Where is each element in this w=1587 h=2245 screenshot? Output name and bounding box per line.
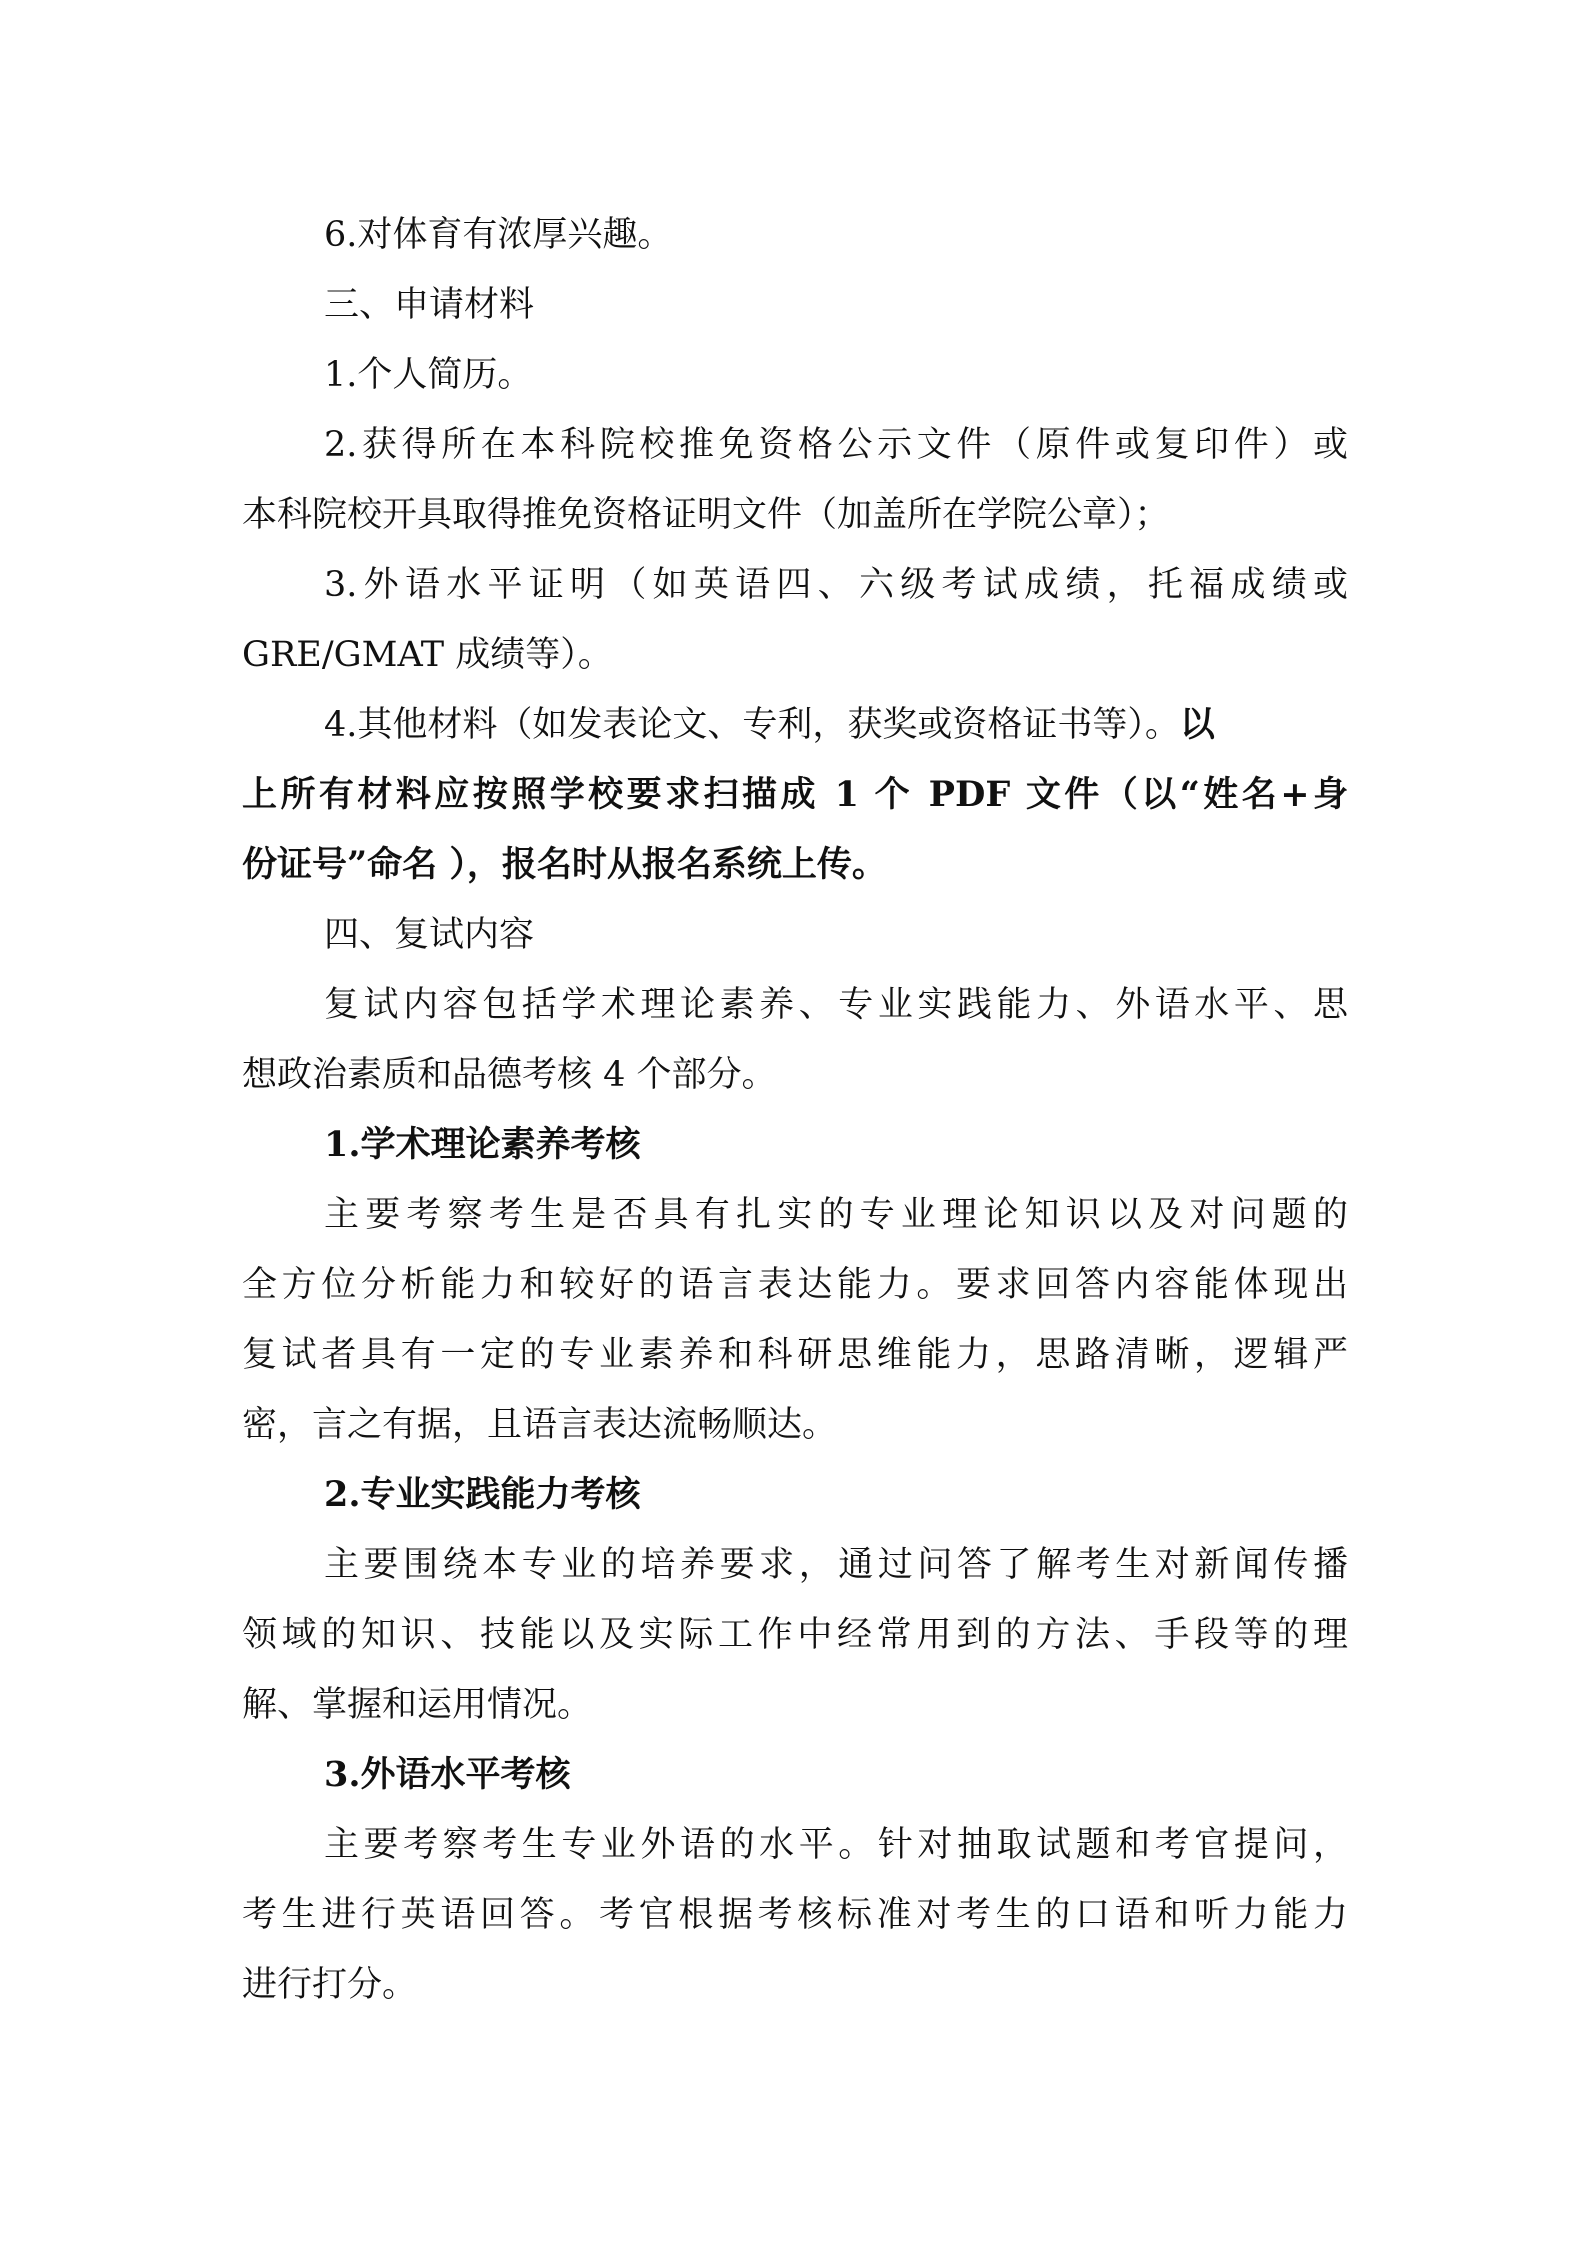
material-item-2-line-2: 本科院校开具取得推免资格证明文件（加盖所在学院公章）； [242,495,1170,535]
material-item-4-text: 4.其他材料（如发表论文、专利，获奖或资格证书等）。 [324,705,1180,745]
academic-theory-line-3: 复试者具有一定的专业素养和科研思维能力，思路清晰，逻辑严 [242,1335,1348,1375]
upload-notice-line-2: 上所有材料应按照学校要求扫描成 1 个 PDF 文件（以“姓名+身 [242,774,1348,815]
material-item-3-line-2: GRE/GMAT 成绩等）。 [242,635,613,675]
upload-notice-start: 以 [1179,704,1215,745]
material-item-1: 1.个人简历。 [324,355,533,395]
material-item-2-line-1: 2.获得所在本科院校推免资格公示文件（原件或复印件）或 [324,425,1348,465]
retest-summary-line-2: 想政治素质和品德考核 4 个部分。 [242,1055,777,1095]
professional-practice-line-3: 解、掌握和运用情况。 [242,1685,593,1725]
section-heading-application-materials: 三、申请材料 [324,285,535,325]
requirement-item-6: 6.对体育有浓厚兴趣。 [324,215,673,255]
upload-notice-line-3: 份证号”命名 ），报名时从报名系统上传。 [242,844,887,885]
academic-theory-line-2: 全方位分析能力和较好的语言表达能力。要求回答内容能体现出 [242,1265,1348,1305]
subheading-professional-practice: 2.专业实践能力考核 [324,1474,641,1515]
professional-practice-line-2: 领域的知识、技能以及实际工作中经常用到的方法、手段等的理 [242,1615,1348,1655]
foreign-language-line-3: 进行打分。 [242,1965,418,2005]
material-item-3-line-1: 3.外语水平证明（如英语四、六级考试成绩，托福成绩或 [324,565,1348,605]
foreign-language-line-1: 主要考察考生专业外语的水平。针对抽取试题和考官提问， [324,1825,1348,1865]
subheading-foreign-language: 3.外语水平考核 [324,1754,571,1795]
material-item-4-line-1 [242,690,1348,760]
section-heading-retest-content: 四、复试内容 [324,915,535,955]
retest-summary-line-1: 复试内容包括学术理论素养、专业实践能力、外语水平、思 [324,985,1348,1025]
subheading-academic-theory: 1.学术理论素养考核 [324,1124,641,1165]
foreign-language-line-2: 考生进行英语回答。考官根据考核标准对考生的口语和听力能力 [242,1895,1348,1935]
academic-theory-line-1: 主要考察考生是否具有扎实的专业理论知识以及对问题的 [324,1195,1348,1235]
document-body [242,200,1348,2020]
academic-theory-line-4: 密，言之有据，且语言表达流畅顺达。 [242,1405,838,1445]
professional-practice-line-1: 主要围绕本专业的培养要求，通过问答了解考生对新闻传播 [324,1545,1348,1585]
